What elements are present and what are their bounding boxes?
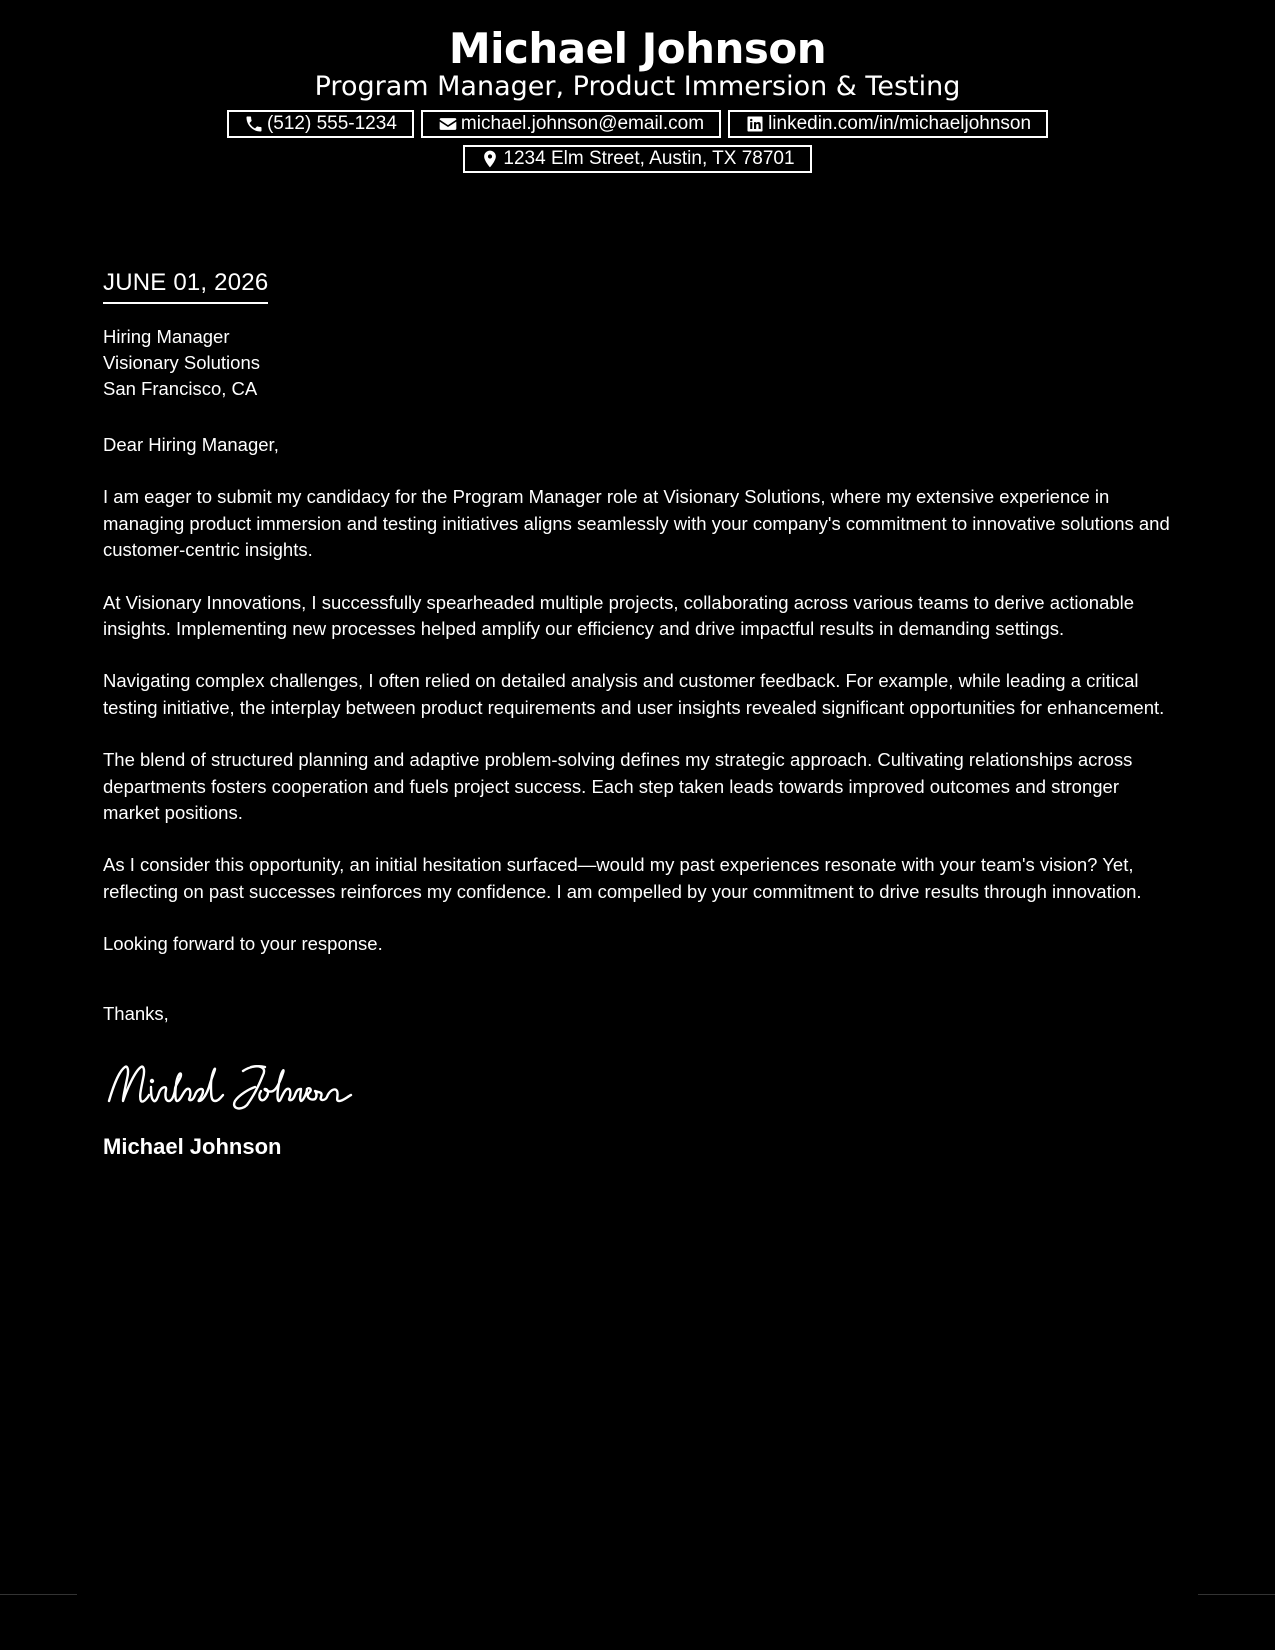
contact-address-text: 1234 Elm Street, Austin, TX 78701	[503, 148, 795, 169]
body-paragraph: The blend of structured planning and adaptive problem-solving defines my strategic approach. Cultivating relationships across departments fosters cooperation and fuels project success. Each step taken leads towards improved outcomes and stronger market positions.	[103, 749, 1133, 824]
contact-phone-text: (512) 555-1234	[266, 113, 397, 134]
map-pin-icon	[480, 149, 500, 169]
handwritten-signature	[103, 1057, 1173, 1117]
recipient-line: Visionary Solutions	[103, 352, 260, 373]
contact-row-primary	[0, 110, 1275, 138]
contact-phone[interactable]	[227, 110, 414, 138]
contact-linkedin[interactable]	[728, 110, 1048, 138]
letter-header	[0, 22, 1275, 173]
contact-email-text: michael.johnson@email.com	[460, 113, 705, 134]
footer-divider-right	[1198, 1594, 1275, 1595]
envelope-icon	[438, 114, 458, 134]
signature-image	[103, 1057, 363, 1113]
recipient-line: Hiring Manager	[103, 326, 230, 347]
linkedin-icon	[745, 114, 765, 134]
recipient-block	[103, 324, 1173, 402]
phone-icon	[244, 114, 264, 134]
body-paragraph: At Visionary Innovations, I successfully spearheaded multiple projects, collaborating across various teams to derive actionable insights. Implementing new processes helped amplify our efficiency and drive impactful results in demanding settings.	[103, 591, 1135, 640]
contact-linkedin-text: linkedin.com/in/michaeljohnson	[768, 113, 1032, 134]
body-paragraph: As I consider this opportunity, an initial hesitation surfaced—would my past experiences resonate with your team's vision? Yet, reflecting on past successes reinforces my confidence. I am compelled by your commitment to drive results through innovation.	[103, 854, 1142, 902]
signoff: Thanks,	[103, 1002, 169, 1024]
applicant-name: Michael Johnson	[448, 24, 827, 73]
salutation: Dear Hiring Manager,	[103, 434, 279, 455]
contact-email[interactable]	[421, 110, 721, 138]
body-paragraph: Navigating complex challenges, I often relied on detailed analysis and customer feedback. For example, while leading a critical testing initiative, the interplay between product requirements and user insights revealed significant opportunities for enhancement.	[103, 670, 1165, 718]
footer-divider-left	[0, 1594, 77, 1595]
letter-date: JUNE 01, 2026	[103, 268, 268, 304]
contact-row-secondary	[0, 145, 1275, 173]
letter-body	[103, 268, 1173, 1161]
applicant-title: Program Manager, Product Immersion & Testing	[314, 71, 961, 102]
body-paragraph: I am eager to submit my candidacy for the Program Manager role at Visionary Solutions, where my extensive experience in managing product immersion and testing initiatives aligns seamlessly with your company's commitment to innovative solutions and customer-centric insights.	[103, 486, 1170, 561]
recipient-line: San Francisco, CA	[103, 378, 258, 399]
contact-address[interactable]	[463, 145, 811, 173]
signer-name: Michael Johnson	[103, 1134, 282, 1160]
closing-line: Looking forward to your response.	[103, 933, 383, 955]
